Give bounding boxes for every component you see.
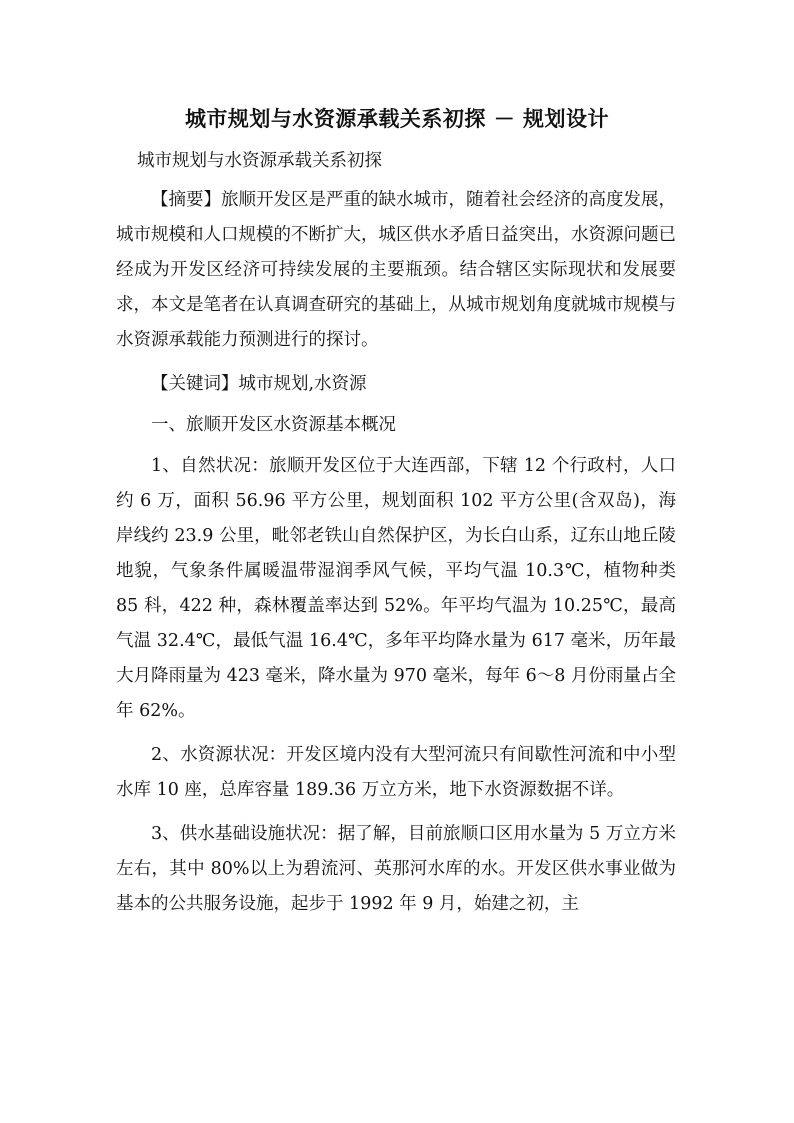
natural-conditions-paragraph: 1、自然状况：旅顺开发区位于大连西部，下辖 12 个行政村，人口约 6 万，面积 56.96 平方公里，规划面积 102 平方公里(含双岛)，海岸线约 23.9 公里，毗邻老铁山自然保护区，为长白山系，辽东山地丘陵地貌，气象条件属暖温带湿润季风气候，平均气温 10.3℃，植物种类 85 科，422 种，森林覆盖率达到 52%。年平均气温为 10.25℃，最高气温 32.4℃，最低气温 16.4℃，多年平均降水量为 617 毫米，历年最大月降雨量为 423 毫米，降水量为 970 毫米，每年 6～8 月份雨量占全年 62%。: [116, 456, 676, 721]
water-supply-paragraph: 3、供水基础设施状况：据了解，目前旅顺口区用水量为 5 万立方米左右，其中 80%以上为碧流河、英那河水库的水。开发区供水事业做为基本的公共服务设施，起步于 1992 年 9 月，始建之初，主: [116, 824, 676, 914]
document-body: [116, 183, 676, 931]
document-title: 城市规划与水资源承载关系初探 － 规划设计: [184, 106, 610, 131]
abstract-paragraph: 【摘要】旅顺开发区是严重的缺水城市，随着社会经济的高度发展，城市规模和人口规模的不断扩大，城区供水矛盾日益突出，水资源问题已经成为开发区经济可持续发展的主要瓶颈。结合辖区实际现状和发展要求，本文是笔者在认真调查研究的基础上，从城市规划角度就城市规模与水资源承载能力预测进行的探讨。: [116, 190, 676, 350]
water-resources-paragraph: 2、水资源状况：开发区境内没有大型河流只有间歇性河流和中小型水库 10 座，总库容量 189.36 万立方米，地下水资源数据不详。: [116, 745, 676, 800]
keywords-line: 【关键词】城市规划,水资源: [151, 374, 367, 394]
document-subtitle: 城市规划与水资源承载关系初探: [137, 151, 382, 171]
section-heading: 一、旅顺开发区水资源基本概况: [151, 415, 396, 435]
